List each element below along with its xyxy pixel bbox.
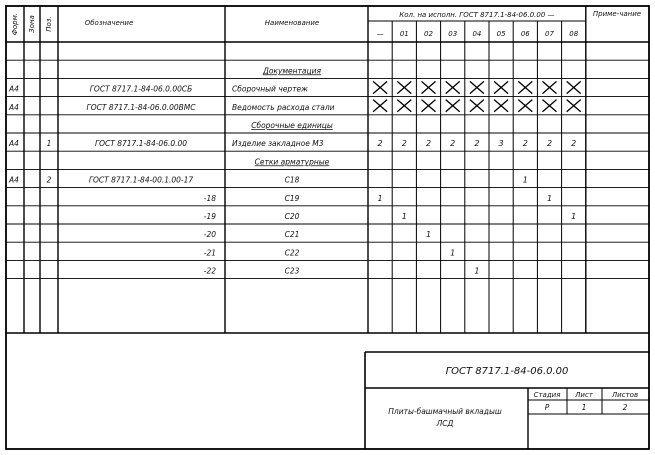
cell-name: С19 (284, 193, 300, 203)
cell-name: Сборочный чертеж (232, 84, 308, 94)
qty-value: 2 (377, 139, 383, 149)
section-heading: Сетки арматурные (254, 157, 330, 167)
cell-name: С22 (284, 248, 300, 258)
cross-mark (543, 81, 557, 93)
doc-number: ГОСТ 8717.1-84-06.0.00 (445, 366, 569, 377)
header-variant: 06 (520, 30, 530, 38)
cell-name: С20 (284, 212, 300, 221)
cell-format: А4 (9, 139, 19, 149)
cell-pos: 2 (46, 175, 52, 185)
cell-designation: -18 (203, 193, 216, 203)
table-grid (6, 6, 649, 333)
cross-mark (397, 100, 411, 112)
sheet-border (6, 6, 649, 449)
qty-value: 2 (474, 139, 480, 149)
cell-name: С18 (284, 175, 300, 185)
qty-value: 2 (571, 139, 577, 149)
cell-designation: ГОСТ 8717.1-84-06.0.00ВМС (86, 102, 196, 112)
cell-designation: ГОСТ 8717.1-84-06.0.00 (94, 139, 188, 149)
header-format: Форм. (11, 12, 19, 36)
cross-mark (494, 81, 508, 93)
cross-mark (446, 100, 460, 112)
cross-mark (470, 81, 484, 93)
cell-designation: ГОСТ 8717.1-84-00.1.00-17 (88, 175, 194, 185)
header-variant: 05 (496, 30, 506, 38)
cross-mark (422, 100, 436, 112)
cross-mark (518, 81, 532, 93)
doc-title-line1: Плиты-башмачный вкладыш (388, 407, 502, 416)
cell-designation: -19 (203, 212, 216, 221)
cross-mark (518, 100, 532, 112)
sheet-value: 1 (581, 403, 587, 412)
cell-designation: ГОСТ 8717.1-84-06.0.00СБ (89, 84, 193, 94)
cross-mark (470, 100, 484, 112)
doc-title-line2: ЛСД (436, 419, 454, 428)
header-variant: 01 (399, 30, 409, 38)
header-variant: 04 (472, 30, 482, 38)
cell-designation: -20 (203, 230, 216, 240)
cell-format: А4 (9, 84, 19, 94)
qty-value: 2 (401, 139, 407, 149)
header-variant: 08 (569, 30, 579, 38)
header-note: Приме-чание (592, 10, 642, 18)
cell-designation: -22 (203, 266, 216, 276)
header-variant: — (376, 30, 384, 38)
qty-value: 2 (450, 139, 456, 149)
header-designation: Обозначение (84, 19, 134, 27)
section-heading: Документация (262, 66, 322, 76)
sheets-label: Листов (611, 391, 639, 399)
qty-value: 1 (377, 193, 383, 203)
qty-value: 2 (425, 139, 432, 149)
qty-value: 3 (498, 139, 504, 149)
cell-designation: -21 (203, 248, 216, 258)
cell-name: С21 (284, 230, 300, 240)
cell-name: С23 (284, 266, 300, 276)
qty-value: 1 (546, 193, 553, 203)
qty-value: 1 (522, 175, 528, 185)
sheets-value: 2 (622, 403, 628, 412)
cross-mark (446, 81, 460, 93)
header-variant: 02 (424, 30, 433, 38)
header-pos: Поз. (45, 16, 53, 32)
cross-mark (494, 100, 508, 112)
section-heading: Сборочные единицы (251, 121, 333, 130)
header-name: Наименование (264, 19, 320, 27)
cell-name: Изделие закладное М3 (232, 139, 324, 149)
cell-pos: 1 (46, 139, 52, 149)
cell-format: А4 (9, 102, 19, 112)
cross-mark (373, 100, 387, 112)
qty-value: 2 (522, 139, 528, 149)
sheet-label: Лист (575, 391, 593, 399)
qty-value: 2 (546, 139, 553, 149)
title-block (365, 352, 649, 449)
qty-value: 1 (401, 212, 407, 221)
header-variant: 07 (545, 30, 554, 38)
cell-format: А4 (9, 175, 19, 185)
cross-mark (397, 81, 411, 93)
cross-mark (543, 100, 557, 112)
header-variant: 03 (448, 30, 458, 38)
cross-mark (422, 81, 436, 93)
header-zone: Зона (28, 15, 36, 33)
stage-label: Стадия (533, 391, 561, 399)
cell-name: Ведомость расхода стали (232, 102, 335, 112)
cross-mark (567, 100, 581, 112)
cross-mark (567, 81, 581, 93)
qty-value: 1 (450, 248, 456, 258)
stage-value: Р (544, 403, 550, 412)
qty-value: 1 (474, 266, 480, 276)
qty-value: 1 (571, 212, 577, 221)
qty-value: 1 (425, 230, 432, 240)
header-qty-group: Кол. на исполн. ГОСТ 8717.1-84-06.0.00 — (399, 11, 555, 19)
cross-mark (373, 81, 387, 93)
quantity-marks (373, 81, 581, 275)
